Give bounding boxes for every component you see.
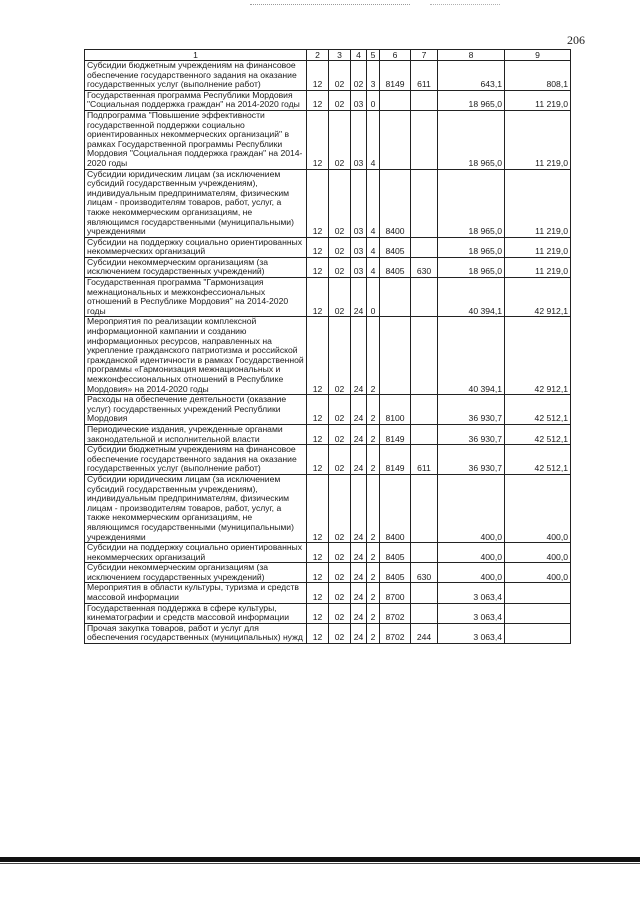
cell-expense-type: 611 [411, 61, 438, 91]
table-row [85, 543, 571, 563]
cell-name: Субсидии некоммерческим организациям (за исключением государственных учреждений) [85, 257, 307, 277]
cell-expense-type: 630 [411, 257, 438, 277]
cell-amount-2016: 643,1 [438, 61, 505, 91]
table-row [85, 257, 571, 277]
cell-program: 03 [351, 169, 367, 237]
cell-amount-2016: 3 063,4 [438, 623, 505, 643]
cell-subsection: 02 [329, 445, 351, 475]
cell-name: Государственная программа Республики Мордовия "Социальная поддержка граждан" на 2014-2020 годы [85, 90, 307, 110]
header-col-5: 5 [367, 50, 380, 61]
table-row [85, 90, 571, 110]
cell-direction: 8702 [380, 603, 411, 623]
cell-subsection: 02 [329, 257, 351, 277]
cell-program: 24 [351, 623, 367, 643]
cell-subprogram: 2 [367, 395, 380, 425]
cell-expense-type: 244 [411, 623, 438, 643]
cell-subprogram: 3 [367, 61, 380, 91]
cell-subprogram: 0 [367, 278, 380, 317]
cell-amount-2017 [505, 623, 571, 643]
cell-program: 24 [351, 445, 367, 475]
cell-direction: 8405 [380, 543, 411, 563]
cell-section: 12 [307, 603, 329, 623]
cell-amount-2016: 18 965,0 [438, 237, 505, 257]
cell-expense-type [411, 169, 438, 237]
cell-amount-2016: 18 965,0 [438, 257, 505, 277]
cell-subsection: 02 [329, 583, 351, 603]
cell-subprogram: 4 [367, 257, 380, 277]
cell-expense-type: 611 [411, 445, 438, 475]
cell-amount-2016: 3 063,4 [438, 603, 505, 623]
cell-subprogram: 2 [367, 563, 380, 583]
cell-program: 03 [351, 90, 367, 110]
cell-name: Субсидии юридическим лицам (за исключением субсидий государственным учреждениям), индивидуальным предпринимателям, физическим лицам - производителям товаров, работ, услуг, а также некоммерческим организациям, не являющимся государственными (муниципальными) учреждениями [85, 474, 307, 542]
cell-program: 24 [351, 278, 367, 317]
cell-name: Субсидии на поддержку социально ориентированных некоммерческих организаций [85, 543, 307, 563]
table-row [85, 474, 571, 542]
cell-amount-2016: 18 965,0 [438, 110, 505, 169]
cell-program: 24 [351, 424, 367, 444]
cell-subsection: 02 [329, 169, 351, 237]
cell-amount-2017: 11 219,0 [505, 169, 571, 237]
cell-program: 03 [351, 110, 367, 169]
table-row [85, 603, 571, 623]
cell-subprogram: 2 [367, 623, 380, 643]
cell-amount-2016: 18 965,0 [438, 169, 505, 237]
cell-direction [380, 110, 411, 169]
cell-program: 03 [351, 257, 367, 277]
page-number: 206 [567, 33, 585, 47]
cell-subprogram: 2 [367, 445, 380, 475]
cell-subsection: 02 [329, 543, 351, 563]
cell-name: Субсидии юридическим лицам (за исключением субсидий государственным учреждениям), индивидуальным предпринимателям, физическим лицам - производителям товаров, работ, услуг, а также некоммерческим организациям, не являющимся государственными (муниципальными) учреждениями [85, 169, 307, 237]
scan-bottom-edge-line [0, 863, 640, 864]
cell-direction [380, 90, 411, 110]
cell-amount-2017: 42 912,1 [505, 278, 571, 317]
header-col-6: 6 [380, 50, 411, 61]
cell-program: 02 [351, 61, 367, 91]
table-body [85, 61, 571, 644]
cell-expense-type [411, 110, 438, 169]
cell-section: 12 [307, 61, 329, 91]
cell-direction: 8405 [380, 257, 411, 277]
cell-name: Государственная программа "Гармонизация межнациональных и межконфессиональных отношений в Республике Мордовия" на 2014-2020 годы [85, 278, 307, 317]
cell-section: 12 [307, 474, 329, 542]
table-row [85, 278, 571, 317]
cell-expense-type [411, 424, 438, 444]
header-row [85, 50, 571, 61]
cell-direction: 8700 [380, 583, 411, 603]
cell-amount-2017: 400,0 [505, 474, 571, 542]
cell-subsection: 02 [329, 317, 351, 395]
cell-subsection: 02 [329, 237, 351, 257]
header-col-4: 4 [351, 50, 367, 61]
cell-name: Субсидии некоммерческим организациям (за исключением государственных учреждений) [85, 563, 307, 583]
cell-amount-2017: 400,0 [505, 543, 571, 563]
cell-subprogram: 0 [367, 90, 380, 110]
cell-section: 12 [307, 395, 329, 425]
cell-amount-2016: 3 063,4 [438, 583, 505, 603]
cell-subprogram: 4 [367, 237, 380, 257]
cell-program: 03 [351, 237, 367, 257]
budget-table [84, 49, 571, 644]
cell-program: 24 [351, 603, 367, 623]
cell-expense-type: 630 [411, 563, 438, 583]
cell-expense-type [411, 543, 438, 563]
cell-subsection: 02 [329, 603, 351, 623]
cell-expense-type [411, 278, 438, 317]
table-row [85, 61, 571, 91]
cell-amount-2016: 36 930,7 [438, 395, 505, 425]
cell-subprogram: 2 [367, 583, 380, 603]
cell-direction: 8149 [380, 61, 411, 91]
cell-subprogram: 4 [367, 110, 380, 169]
table-row [85, 237, 571, 257]
cell-section: 12 [307, 169, 329, 237]
scan-artifact-top-2 [430, 4, 500, 6]
cell-amount-2017: 42 512,1 [505, 395, 571, 425]
table-row [85, 424, 571, 444]
cell-subprogram: 2 [367, 317, 380, 395]
cell-amount-2017: 11 219,0 [505, 110, 571, 169]
cell-direction [380, 278, 411, 317]
cell-direction: 8149 [380, 424, 411, 444]
cell-direction: 8405 [380, 563, 411, 583]
cell-subsection: 02 [329, 110, 351, 169]
cell-subprogram: 2 [367, 603, 380, 623]
cell-expense-type [411, 603, 438, 623]
cell-subsection: 02 [329, 61, 351, 91]
cell-amount-2017: 42 912,1 [505, 317, 571, 395]
cell-subsection: 02 [329, 563, 351, 583]
cell-subprogram: 2 [367, 474, 380, 542]
cell-section: 12 [307, 623, 329, 643]
cell-section: 12 [307, 278, 329, 317]
cell-name: Расходы на обеспечение деятельности (оказание услуг) государственных учреждений Республики Мордовия [85, 395, 307, 425]
cell-name: Субсидии бюджетным учреждениям на финансовое обеспечение государственного задания на оказание государственных услуг (выполнение работ) [85, 445, 307, 475]
cell-section: 12 [307, 543, 329, 563]
cell-amount-2017 [505, 583, 571, 603]
cell-subsection: 02 [329, 424, 351, 444]
header-col-8: 8 [438, 50, 505, 61]
cell-direction: 8405 [380, 237, 411, 257]
table-row [85, 317, 571, 395]
cell-amount-2017: 808,1 [505, 61, 571, 91]
cell-section: 12 [307, 424, 329, 444]
cell-name: Мероприятия по реализации комплексной информационной кампании и созданию информационных ресурсов, направленных на укрепление гражданского патриотизма и российской гражданской идентичности в рамках Государственной программы «Гармонизация межнациональных и межконфессиональных отношений в Республике Мордовия» на 2014-2020 годы [85, 317, 307, 395]
cell-subsection: 02 [329, 623, 351, 643]
cell-name: Субсидии бюджетным учреждениям на финансовое обеспечение государственного задания на оказание государственных услуг (выполнение работ) [85, 61, 307, 91]
cell-section: 12 [307, 237, 329, 257]
cell-amount-2016: 400,0 [438, 563, 505, 583]
cell-name: Периодические издания, учрежденные органами законодательной и исполнительной власти [85, 424, 307, 444]
header-col-7: 7 [411, 50, 438, 61]
cell-subprogram: 2 [367, 543, 380, 563]
cell-subsection: 02 [329, 395, 351, 425]
cell-direction: 8149 [380, 445, 411, 475]
cell-program: 24 [351, 583, 367, 603]
cell-subsection: 02 [329, 474, 351, 542]
table-row [85, 623, 571, 643]
table-row [85, 445, 571, 475]
cell-amount-2017: 400,0 [505, 563, 571, 583]
cell-name: Государственная поддержка в сфере культуры, кинематографии и средств массовой информации [85, 603, 307, 623]
cell-amount-2016: 36 930,7 [438, 445, 505, 475]
cell-expense-type [411, 474, 438, 542]
cell-amount-2016: 400,0 [438, 543, 505, 563]
cell-section: 12 [307, 445, 329, 475]
cell-subprogram: 2 [367, 424, 380, 444]
cell-program: 24 [351, 474, 367, 542]
cell-direction: 8400 [380, 474, 411, 542]
scan-bottom-edge [0, 857, 640, 862]
cell-amount-2016: 40 394,1 [438, 317, 505, 395]
cell-name: Мероприятия в области культуры, туризма и средств массовой информации [85, 583, 307, 603]
cell-amount-2017 [505, 603, 571, 623]
header-col-2: 2 [307, 50, 329, 61]
cell-amount-2017: 42 512,1 [505, 445, 571, 475]
cell-section: 12 [307, 257, 329, 277]
cell-expense-type [411, 583, 438, 603]
cell-amount-2016: 40 394,1 [438, 278, 505, 317]
cell-amount-2017: 11 219,0 [505, 90, 571, 110]
table-row [85, 110, 571, 169]
cell-section: 12 [307, 90, 329, 110]
header-col-9: 9 [505, 50, 571, 61]
table-row [85, 395, 571, 425]
cell-section: 12 [307, 317, 329, 395]
cell-name: Подпрограмма "Повышение эффективности государственной поддержки социально ориентированных некоммерческих организаций" в рамках Государственной программы Республики Мордовия "Социальная поддержка граждан" на 2014-2020 годы [85, 110, 307, 169]
cell-name: Прочая закупка товаров, работ и услуг для обеспечения государственных (муниципальных) нужд [85, 623, 307, 643]
cell-expense-type [411, 90, 438, 110]
cell-program: 24 [351, 543, 367, 563]
header-col-1: 1 [85, 50, 307, 61]
cell-amount-2016: 36 930,7 [438, 424, 505, 444]
cell-section: 12 [307, 583, 329, 603]
cell-expense-type [411, 237, 438, 257]
cell-subprogram: 4 [367, 169, 380, 237]
cell-amount-2017: 11 219,0 [505, 257, 571, 277]
cell-amount-2017: 42 512,1 [505, 424, 571, 444]
cell-amount-2016: 400,0 [438, 474, 505, 542]
cell-direction [380, 317, 411, 395]
table-row [85, 169, 571, 237]
header-col-3: 3 [329, 50, 351, 61]
cell-section: 12 [307, 110, 329, 169]
cell-expense-type [411, 395, 438, 425]
cell-program: 24 [351, 563, 367, 583]
cell-subsection: 02 [329, 90, 351, 110]
table-row [85, 563, 571, 583]
cell-direction: 8400 [380, 169, 411, 237]
cell-direction: 8702 [380, 623, 411, 643]
table-row [85, 583, 571, 603]
cell-program: 24 [351, 317, 367, 395]
cell-expense-type [411, 317, 438, 395]
scan-artifact-top [250, 4, 410, 6]
cell-name: Субсидии на поддержку социально ориентированных некоммерческих организаций [85, 237, 307, 257]
cell-direction: 8100 [380, 395, 411, 425]
cell-amount-2017: 11 219,0 [505, 237, 571, 257]
cell-amount-2016: 18 965,0 [438, 90, 505, 110]
cell-section: 12 [307, 563, 329, 583]
cell-program: 24 [351, 395, 367, 425]
cell-subsection: 02 [329, 278, 351, 317]
